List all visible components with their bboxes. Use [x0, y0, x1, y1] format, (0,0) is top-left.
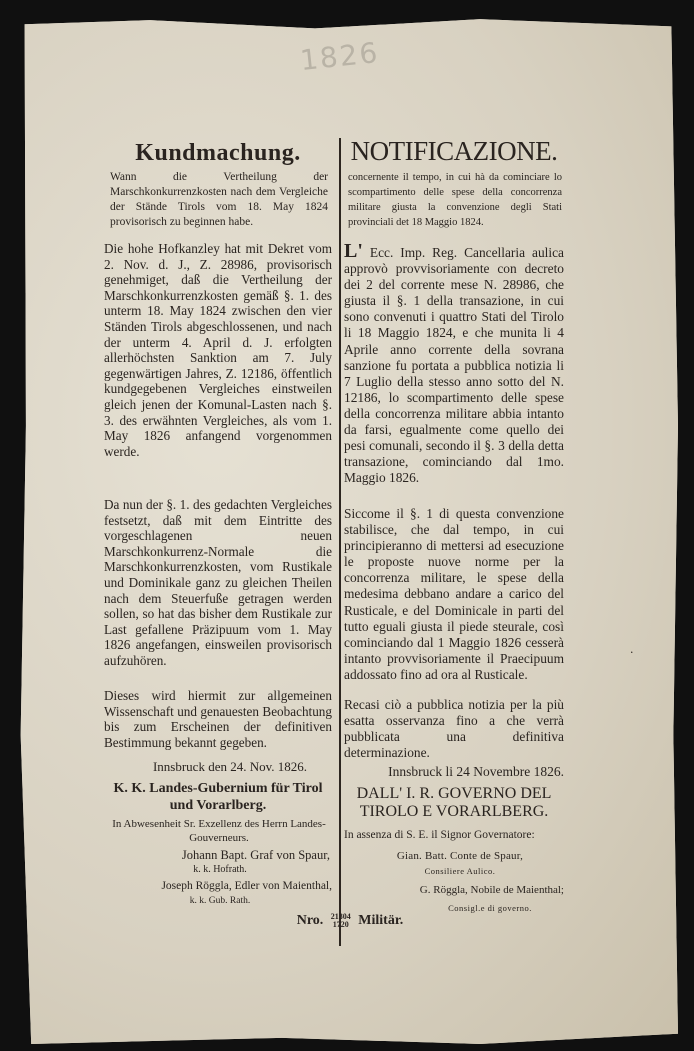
- italian-authority: DALL' I. R. GOVERNO DEL TIROLO E VORARLBERG.: [356, 785, 552, 820]
- german-paragraph-1: Die hohe Hofkanzley hat mit Dekret vom 2. Nov. d. J., Z. 28986, provisorisch genehmiget, daß die Vertheilung der Marschkonkurrenzkosten gemäß §. 1. des unterm 18. May 1824 zwischen den vier Ständen Tirols abgeschlossenen, und nach der unterm 4. April d. J. erfolgten allerhöchsten Sanktion am 7. July gegenwärtigen Jahres, Z. 12186, öffentlich kundgegebenen Vergleiches einstweilen gleich jenen der Komunal-Lasten nach §. 3. des erwähnten Vergleiches, als vom 1. May 1826 anfangend vorgenommen werde.: [104, 241, 332, 459]
- german-paragraph-2: Da nun der §. 1. des gedachten Vergleiches festsetzt, daß mit dem Eintritte des vorgeschlagenen neuen Marschkonkurrenz-Normale die Marschkonkurrenzkosten, vom Rustikale und Dominikale ganz zu gleichen Theilen nach dem Steuerfuße getragen werden sollen, so hat das bisher dem Rustikale zur Last gefallene Präzipuum vom 1. May 1826 angefangen, einsweilen provisorisch aufzuhören.: [104, 497, 332, 668]
- column-divider: [339, 138, 341, 946]
- german-signer-1: Johann Bapt. Graf von Spaur,: [181, 848, 330, 862]
- italian-signer-2-title: Consigl.e di governo.: [448, 903, 532, 913]
- german-paragraph-3: Dieses wird hiermit zur allgemeinen Wissenschaft und genauesten Beobachtung bis zum Erscheinen der definitiven Bestimmung bekannt gegeben.: [104, 688, 332, 750]
- german-date: Innsbruck den 24. Nov. 1826.: [152, 759, 308, 774]
- italian-date: Innsbruck li 24 Novembre 1826.: [388, 764, 564, 779]
- italian-initial: L': [344, 240, 363, 262]
- italian-subject: concernente il tempo, in cui hà da cominciare lo scompartimento delle spese della concorrenza militare giusta la convenzione degli Stati provinciali det 18 Maggio 1824.: [348, 172, 562, 228]
- italian-paragraph-1: [344, 240, 564, 486]
- reference-fraction-bottom: 1720: [332, 920, 349, 929]
- pencil-note: 1826: [298, 35, 381, 78]
- reference-suffix: Militär.: [358, 913, 404, 929]
- italian-signer-1: Gian. Batt. Conte de Spaur,: [396, 850, 524, 862]
- german-title: Kundmachung.: [135, 140, 301, 166]
- reference-fraction: [331, 913, 351, 929]
- reference-number: [250, 913, 450, 929]
- italian-absence-note: In assenza di S. E. il Signor Governatore:: [344, 829, 535, 841]
- german-subject: Wann die Vertheilung der Marschkonkurrenzkosten nach dem Vergleiche der Stände Tirols vom 18. May 1824 provisorisch zu beginnen habe.: [110, 171, 328, 228]
- stray-mark: ·: [630, 646, 634, 659]
- german-signer-1-title: k. k. Hofrath.: [193, 864, 247, 875]
- german-absence-note: In Abwesenheit Sr. Exzellenz des Herrn Landes-Gouverneurs.: [112, 818, 326, 844]
- italian-paragraph-2: Siccome il §. 1 di questa convenzione stabilisce, che dal tempo, in cui principieranno di mettersi ad esecuzione le proposte nuove norme per la concorrenza militare, le spese della medesima debbano andare a carico del Rusticale, e del Dominicale in parti del tutto eguali giusta il piede steurale, così cominciando dal 1 Maggio 1826 cesserà intanto provvisoriamente il Praecipuum addossato fino ad ora al Rusticale.: [344, 506, 564, 682]
- german-authority: K. K. Landes-Gubernium für Tirol und Vorarlberg.: [113, 781, 323, 813]
- reference-prefix: Nro.: [296, 913, 324, 929]
- italian-signer-2: G. Röggla, Nobile de Maienthal;: [419, 884, 564, 896]
- reference-fraction-top: 21804: [330, 912, 351, 921]
- german-signer-2: Joseph Röggla, Edler von Maienthal,: [161, 880, 332, 892]
- italian-title: NOTIFICAZIONE.: [350, 136, 558, 166]
- german-signer-2-title: k. k. Gub. Rath.: [189, 896, 251, 906]
- italian-signer-1-title: Consiliere Aulico.: [424, 866, 496, 876]
- italian-paragraph-3: Recasi ciò a pubblica notizia per la più esatta osservanza fino a che verrà pubblicata una definitiva determinazione.: [344, 697, 564, 761]
- italian-paragraph-1-text: Ecc. Imp. Reg. Cancellaria aulica approvò provvisoriamente con decreto dei 2 del corrente mese N. 28986, che giusta il §. 1 della transazione, in cui sono convenuti i quattro Stati del Tirolo li 18 Maggio 1824, e che munita li 4 Aprile anno corrente della sovrana sanzione fu portata a pubblica notizia li 7 Luglio della stesso anno sotto del N. 12186, lo scompartimento delle spese della concorrenza militare abbia intanto da farsi, egualmente come quello dei pesi comunali, secondo il §. 3 della detta transazione, cominciando dal 1mo. Maggio 1826.: [344, 245, 564, 486]
